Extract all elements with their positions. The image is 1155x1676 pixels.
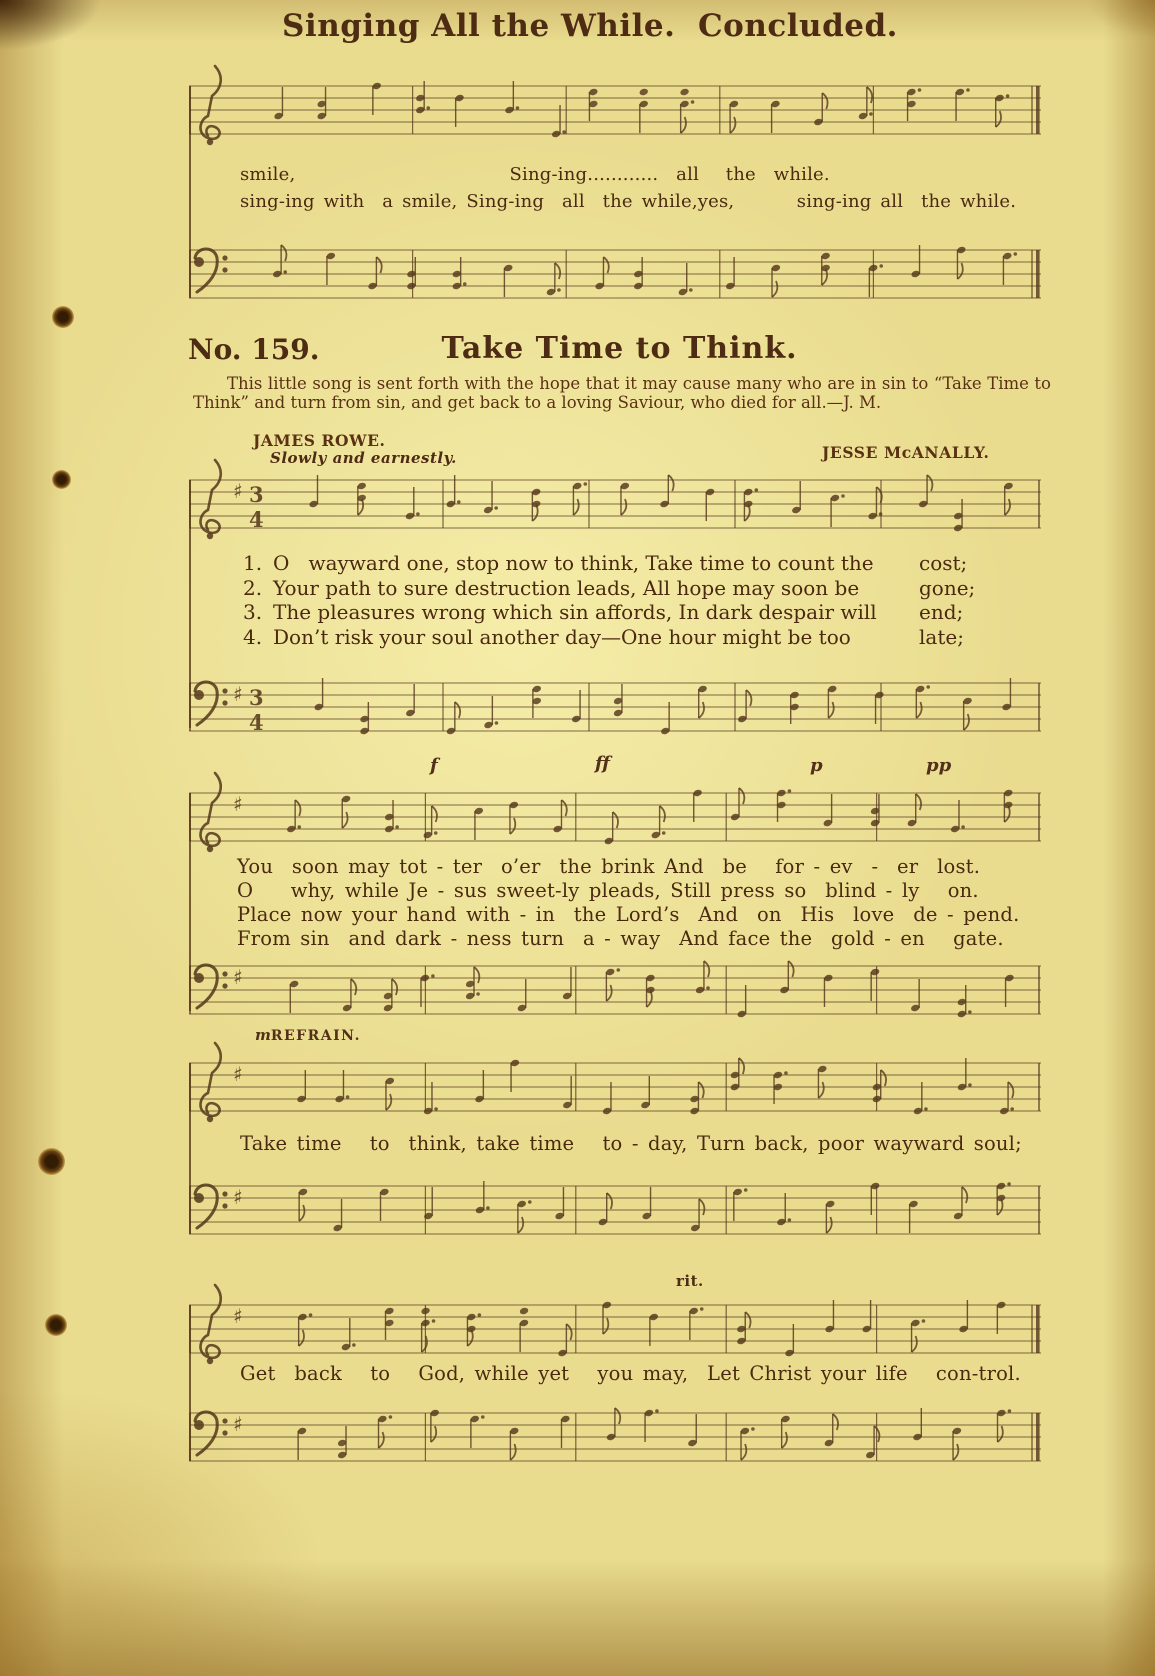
verse-text: Your path to sure destruction leads, All hope may soon be	[273, 575, 860, 600]
verse-number: 2.	[243, 575, 263, 600]
system-barline	[189, 1305, 191, 1461]
verse-number: 3.	[243, 600, 263, 624]
verse-text: O wayward one, stop now to think, Take time to count the	[273, 551, 874, 575]
music-stave-bass	[185, 222, 1045, 326]
refrain-lyric-line: Take time to think, take time to - day, Turn back, poor wayward soul;	[240, 1132, 1022, 1155]
verse-tail: end;	[919, 600, 964, 624]
svg-text:♯: ♯	[233, 1412, 243, 1436]
dynamic-m: m	[255, 1026, 271, 1044]
svg-text:4: 4	[249, 710, 264, 735]
tempo-marking: Slowly and earnestly.	[270, 449, 457, 467]
music-stave-treble	[185, 58, 1045, 162]
paper-stain	[52, 306, 74, 328]
verse-number: 4.	[243, 624, 263, 649]
svg-text:♯: ♯	[233, 1185, 243, 1209]
svg-text:4: 4	[249, 507, 264, 532]
dynamic-f: f	[430, 755, 438, 776]
verse-line	[243, 600, 1055, 625]
verse-tail: gone;	[919, 575, 976, 600]
refrain-label-text: REFRAIN.	[270, 1028, 361, 1044]
paper-stain	[45, 1314, 67, 1336]
lyric-line: Place now your hand with - in the Lord’s And on His love de - pend.	[237, 903, 1020, 926]
lyricist-credit: JAMES ROWE.	[253, 431, 386, 450]
song-foreword: This little song is sent forth with the hope that it may cause many who are in sin to “Take Time to Think” and turn from sin, and get back to a loving Saviour, who died for all.—J. M.	[193, 374, 1051, 412]
music-stave-treble	[185, 1035, 1045, 1139]
system-barline	[189, 1063, 191, 1234]
svg-text:3: 3	[249, 482, 264, 507]
verse-text: The pleasures wrong which sin affords, In dark despair will	[273, 600, 877, 624]
svg-text:♯: ♯	[233, 479, 243, 503]
verse-text: Don’t risk your soul another day—One hour might be too	[273, 624, 851, 649]
music-stave-bass	[185, 655, 1045, 759]
dynamic-p: p	[810, 755, 823, 776]
svg-text:♯: ♯	[233, 792, 243, 816]
svg-text:♯: ♯	[233, 1304, 243, 1328]
composer-credit: JESSE McANALLY.	[822, 443, 990, 462]
lyric-line: smile, Sing-ing............ all the while.	[240, 164, 830, 185]
music-stave-bass	[185, 1385, 1045, 1489]
verse-tail: late;	[919, 624, 964, 649]
svg-text:♯: ♯	[233, 682, 243, 706]
verse-line	[243, 625, 1055, 650]
paper-stain	[38, 1148, 65, 1175]
svg-text:3: 3	[249, 685, 264, 710]
rit-marking: rit.	[676, 1272, 704, 1290]
verse-tail: cost;	[919, 551, 968, 575]
music-stave-bass	[185, 1158, 1045, 1262]
paper-stain	[52, 470, 71, 489]
verse-block	[243, 551, 1055, 649]
lyric-line: From sin and dark - ness turn a - way And face the gold - en gate.	[237, 927, 1004, 950]
song-number: No. 159.	[188, 333, 320, 366]
music-stave-treble	[185, 765, 1045, 869]
song-title: Take Time to Think.	[441, 331, 798, 366]
final-lyric-line: Get back to God, while yet you may, Let Christ your life con-trol.	[240, 1362, 1021, 1385]
system-barline	[189, 86, 191, 298]
lyric-line: sing-ing with a smile, Sing-ing all the while,yes, sing-ing all the while.	[240, 191, 1017, 212]
verse-number: 1.	[243, 551, 263, 575]
lyric-line: You soon may tot - ter o’er the brink And be for - ev - er lost.	[237, 855, 981, 878]
dynamic-pp: pp	[926, 755, 952, 776]
music-stave-treble	[185, 452, 1045, 556]
verse-line	[243, 576, 1055, 601]
prev-song-title: Singing All the While. Concluded.	[282, 8, 898, 44]
dynamic-ff: ff	[595, 753, 610, 774]
svg-text:♯: ♯	[233, 965, 243, 989]
system-barline	[189, 793, 191, 1011]
system-barline	[189, 480, 191, 728]
svg-text:♯: ♯	[233, 1062, 243, 1086]
lyric-line: O why, while Je - sus sweet-ly pleads, Still press so blind - ly on.	[237, 879, 979, 902]
verse-line	[243, 551, 1055, 576]
